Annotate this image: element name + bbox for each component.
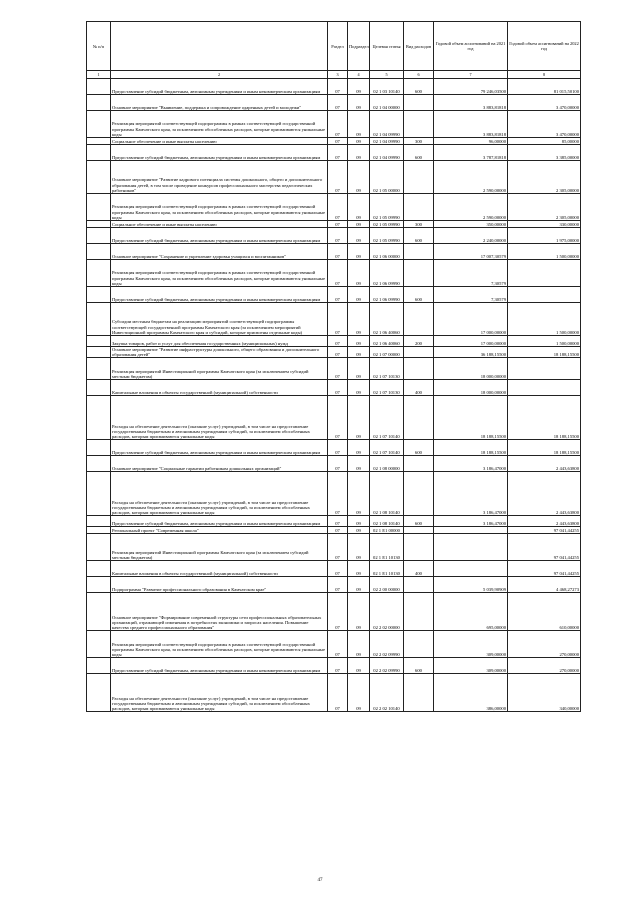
header-volume-2021: Годовой объем ассигнований на 2021 год xyxy=(434,22,508,71)
table-row xyxy=(87,95,581,111)
row-name-cell: Предоставление субсидий бюджетным, автономным учреждениям и иным некоммерческим организациям xyxy=(111,145,328,161)
section-cell: 07 xyxy=(328,674,348,712)
volume-2021-cell: 695,00000 xyxy=(434,593,508,631)
volume-2022-cell xyxy=(508,287,581,303)
volume-2022-cell: 97 041,44255 xyxy=(508,561,581,577)
table-body xyxy=(87,79,581,712)
table-row xyxy=(87,336,581,347)
table-row xyxy=(87,396,581,440)
volume-2022-cell: 97 041,44255 xyxy=(508,527,581,534)
volume-2022-cell: 1 500,00000 xyxy=(508,303,581,336)
target-article-cell: 02 1 06 09990 xyxy=(370,287,404,303)
target-article-cell: 02 1 03 10140 xyxy=(370,79,404,95)
volume-2021-cell: 7,30579 xyxy=(434,287,508,303)
target-article-cell: 02 1 E1 10130 xyxy=(370,534,404,561)
column-number: 8 xyxy=(508,71,581,79)
section-cell: 07 xyxy=(328,577,348,593)
section-cell: 07 xyxy=(328,303,348,336)
num-cell xyxy=(87,534,111,561)
subsection-cell: 09 xyxy=(348,440,370,456)
table-row xyxy=(87,228,581,244)
volume-2022-cell: 1 500,00000 xyxy=(508,244,581,260)
column-number: 1 xyxy=(87,71,111,79)
target-article-cell: 02 2 02 10140 xyxy=(370,674,404,712)
subsection-cell: 09 xyxy=(348,336,370,347)
expense-type-cell xyxy=(404,194,434,221)
num-cell xyxy=(87,380,111,396)
volume-2022-cell: 4 468,27273 xyxy=(508,577,581,593)
table-row xyxy=(87,244,581,260)
expense-type-cell: 600 xyxy=(404,658,434,674)
row-name-cell: Социальное обеспечение и иные выплаты населению xyxy=(111,221,328,228)
volume-2021-cell: 350,00000 xyxy=(434,221,508,228)
row-name-cell: Реализация мероприятий соответствующей подпрограммы в рамках соответствующей государственной программы Камчатского края, за исключением обособленных расходов, которые присваиваются уникальные коды xyxy=(111,260,328,287)
table-row xyxy=(87,358,581,380)
volume-2022-cell: 270,00000 xyxy=(508,631,581,658)
volume-2022-cell xyxy=(508,358,581,380)
volume-2021-cell: 3 883,81818 xyxy=(434,95,508,111)
subsection-cell: 09 xyxy=(348,138,370,145)
target-article-cell: 02 2 02 00000 xyxy=(370,593,404,631)
table-row xyxy=(87,516,581,527)
volume-2021-cell: 17 007,30579 xyxy=(434,244,508,260)
row-name-cell: Основное мероприятие "Развитие кадрового потенциала системы дошкольного, общего и дополнительного образования детей, в том числе проведение конкурсов профессионального мастерства педагогических работников" xyxy=(111,161,328,194)
row-name-cell: Основное мероприятие "Сохранение и укрепление здоровья учащихся и воспитанников" xyxy=(111,244,328,260)
row-name-cell: Предоставление субсидий бюджетным, автономным учреждениям и иным некоммерческим организациям xyxy=(111,658,328,674)
target-article-cell: 02 1 08 10140 xyxy=(370,472,404,516)
table-row xyxy=(87,527,581,534)
section-cell: 07 xyxy=(328,145,348,161)
volume-2021-cell: 18 188,15500 xyxy=(434,440,508,456)
volume-2022-cell: 2 305,00000 xyxy=(508,161,581,194)
expense-type-cell: 200 xyxy=(404,336,434,347)
expense-type-cell xyxy=(404,674,434,712)
volume-2021-cell: 3 186,47000 xyxy=(434,472,508,516)
expense-type-cell xyxy=(404,527,434,534)
num-cell xyxy=(87,161,111,194)
table-row xyxy=(87,287,581,303)
row-name-cell: Подпрограмма "Развитие профессионального образования в Камчатском крае" xyxy=(111,577,328,593)
table-row xyxy=(87,79,581,95)
table-row xyxy=(87,138,581,145)
num-cell xyxy=(87,194,111,221)
subsection-cell: 09 xyxy=(348,358,370,380)
section-cell: 07 xyxy=(328,358,348,380)
num-cell xyxy=(87,440,111,456)
target-article-cell: 02 1 05 00000 xyxy=(370,161,404,194)
num-cell xyxy=(87,228,111,244)
volume-2022-cell: 18 188,15500 xyxy=(508,396,581,440)
subsection-cell: 09 xyxy=(348,145,370,161)
expense-type-cell xyxy=(404,534,434,561)
volume-2022-cell: 1 975,00000 xyxy=(508,228,581,244)
column-number: 5 xyxy=(370,71,404,79)
volume-2021-cell: 386,00000 xyxy=(434,674,508,712)
section-cell: 07 xyxy=(328,161,348,194)
num-cell xyxy=(87,145,111,161)
volume-2021-cell: 96,00000 xyxy=(434,138,508,145)
expense-type-cell xyxy=(404,577,434,593)
table-row xyxy=(87,380,581,396)
row-name-cell: Капитальные вложения в объекты государственной (муниципальной) собственности xyxy=(111,561,328,577)
subsection-cell: 09 xyxy=(348,472,370,516)
table-row xyxy=(87,161,581,194)
volume-2021-cell xyxy=(434,527,508,534)
row-name-cell: Капитальные вложения в объекты государственной (муниципальной) собственности xyxy=(111,380,328,396)
target-article-cell: 02 2 00 00000 xyxy=(370,577,404,593)
table-row xyxy=(87,440,581,456)
volume-2022-cell: 3 470,00000 xyxy=(508,111,581,138)
volume-2021-cell: 3 186,47000 xyxy=(434,516,508,527)
expense-type-cell xyxy=(404,358,434,380)
table-row xyxy=(87,658,581,674)
num-cell xyxy=(87,593,111,631)
target-article-cell: 02 1 07 10130 xyxy=(370,358,404,380)
volume-2022-cell: 18 188,15500 xyxy=(508,347,581,358)
volume-2021-cell: 2 590,00000 xyxy=(434,194,508,221)
target-article-cell: 02 1 04 09990 xyxy=(370,138,404,145)
volume-2022-cell: 2 443,63800 xyxy=(508,516,581,527)
volume-2022-cell: 2 443,63800 xyxy=(508,456,581,472)
num-cell xyxy=(87,95,111,111)
subsection-cell: 09 xyxy=(348,631,370,658)
subsection-cell: 09 xyxy=(348,79,370,95)
subsection-cell: 09 xyxy=(348,380,370,396)
volume-2022-cell: 270,00000 xyxy=(508,658,581,674)
column-number: 6 xyxy=(404,71,434,79)
subsection-cell: 09 xyxy=(348,244,370,260)
volume-2021-cell: 3 883,81818 xyxy=(434,111,508,138)
target-article-cell: 02 1 08 10140 xyxy=(370,516,404,527)
subsection-cell: 09 xyxy=(348,516,370,527)
volume-2021-cell: 309,00000 xyxy=(434,658,508,674)
expense-type-cell: 300 xyxy=(404,221,434,228)
volume-2022-cell: 1 500,00000 xyxy=(508,336,581,347)
column-number: 4 xyxy=(348,71,370,79)
volume-2021-cell: 2 590,00000 xyxy=(434,161,508,194)
header-expense-type: Вид расходов xyxy=(404,22,434,71)
target-article-cell: 02 1 08 00000 xyxy=(370,456,404,472)
section-cell: 07 xyxy=(328,244,348,260)
expense-type-cell: 600 xyxy=(404,145,434,161)
expense-type-cell xyxy=(404,111,434,138)
subsection-cell: 09 xyxy=(348,577,370,593)
target-article-cell: 02 1 05 09990 xyxy=(370,221,404,228)
target-article-cell: 02 1 04 09990 xyxy=(370,145,404,161)
volume-2021-cell: 3 186,47000 xyxy=(434,456,508,472)
section-cell: 07 xyxy=(328,138,348,145)
table-row xyxy=(87,472,581,516)
volume-2022-cell: 3 470,00000 xyxy=(508,95,581,111)
header-volume-2022: Годовой объем ассигнований на 2022 год xyxy=(508,22,581,71)
table-row xyxy=(87,303,581,336)
target-article-cell: 02 1 07 10130 xyxy=(370,380,404,396)
num-cell xyxy=(87,111,111,138)
volume-2021-cell: 17 000,00000 xyxy=(434,303,508,336)
section-cell: 07 xyxy=(328,631,348,658)
target-article-cell: 02 2 02 09990 xyxy=(370,631,404,658)
expense-type-cell xyxy=(404,593,434,631)
target-article-cell: 02 1 06 00000 xyxy=(370,244,404,260)
section-cell: 07 xyxy=(328,287,348,303)
volume-2022-cell: 340,00000 xyxy=(508,674,581,712)
row-name-cell: Закупка товаров, работ и услуг для обеспечения государственных (муниципальных) нужд xyxy=(111,336,328,347)
volume-2021-cell: 79 246,03500 xyxy=(434,79,508,95)
volume-2021-cell: 309,00000 xyxy=(434,631,508,658)
row-name-cell: Предоставление субсидий бюджетным, автономным учреждениям и иным некоммерческим организациям xyxy=(111,287,328,303)
num-cell xyxy=(87,561,111,577)
row-name-cell: Предоставление субсидий бюджетным, автономным учреждениям и иным некоммерческим организациям xyxy=(111,79,328,95)
section-cell: 07 xyxy=(328,527,348,534)
volume-2021-cell: 7,30579 xyxy=(434,260,508,287)
table-row xyxy=(87,194,581,221)
section-cell: 07 xyxy=(328,347,348,358)
subsection-cell: 09 xyxy=(348,658,370,674)
section-cell: 07 xyxy=(328,396,348,440)
volume-2021-cell: 18 188,15500 xyxy=(434,396,508,440)
row-name-cell: Реализация мероприятий соответствующей подпрограммы в рамках соответствующей государственной программы Камчатского края, за исключением обособленных расходов, которые присваиваются уникальные коды xyxy=(111,111,328,138)
subsection-cell: 09 xyxy=(348,111,370,138)
section-cell: 07 xyxy=(328,79,348,95)
subsection-cell: 09 xyxy=(348,194,370,221)
section-cell: 07 xyxy=(328,194,348,221)
subsection-cell: 09 xyxy=(348,221,370,228)
volume-2022-cell: 18 188,15500 xyxy=(508,440,581,456)
header-num: № п/п xyxy=(87,22,111,71)
num-cell xyxy=(87,303,111,336)
target-article-cell: 02 1 E1 00000 xyxy=(370,527,404,534)
volume-2021-cell: 18 000,00000 xyxy=(434,380,508,396)
volume-2022-cell: 330,00000 xyxy=(508,221,581,228)
table-row xyxy=(87,674,581,712)
target-article-cell: 02 1 06 40060 xyxy=(370,303,404,336)
num-cell xyxy=(87,287,111,303)
volume-2021-cell: 5 039,90909 xyxy=(434,577,508,593)
row-name-cell: Субсидии местным бюджетам на реализацию мероприятий соответствующей подпрограммы соответствующей государственной программы Камчатского края (за исключением мероприятий Инвестиционной программы Камчатского края и субсидий, которые присвоены отдельные коды) xyxy=(111,303,328,336)
row-name-cell: Предоставление субсидий бюджетным, автономным учреждениям и иным некоммерческим организациям xyxy=(111,516,328,527)
budget-table xyxy=(86,21,581,712)
target-article-cell: 02 1 E1 10130 xyxy=(370,561,404,577)
expense-type-cell xyxy=(404,303,434,336)
section-cell: 07 xyxy=(328,221,348,228)
expense-type-cell: 600 xyxy=(404,287,434,303)
row-name-cell: Расходы на обеспечение деятельности (оказание услуг) учреждений, в том числе на предоставление государственным бюджетным и автономным учреждениям субсидий, за исключением обособленных расходов, которым присваиваются уникальные коды xyxy=(111,472,328,516)
volume-2022-cell: 3 385,00000 xyxy=(508,145,581,161)
num-cell xyxy=(87,577,111,593)
num-cell xyxy=(87,244,111,260)
section-cell: 07 xyxy=(328,260,348,287)
target-article-cell: 02 1 06 40060 xyxy=(370,336,404,347)
table-row xyxy=(87,593,581,631)
expense-type-cell: 600 xyxy=(404,516,434,527)
volume-2022-cell: 2 443,63800 xyxy=(508,472,581,516)
volume-2022-cell: 81 015,50100 xyxy=(508,79,581,95)
row-name-cell: Расходы на обеспечение деятельности (оказание услуг) учреждений, в том числе на предоставление государственным бюджетным и автономным учреждениям субсидий, за исключением обособленных расходов, которым присваиваются уникальные коды xyxy=(111,674,328,712)
volume-2021-cell xyxy=(434,534,508,561)
row-name-cell: Реализация мероприятий Инвестиционной программы Камчатского края (за исключением субсидий местным бюджетам) xyxy=(111,534,328,561)
section-cell: 07 xyxy=(328,228,348,244)
subsection-cell: 09 xyxy=(348,260,370,287)
expense-type-cell: 400 xyxy=(404,380,434,396)
volume-2021-cell xyxy=(434,561,508,577)
section-cell: 07 xyxy=(328,111,348,138)
expense-type-cell xyxy=(404,95,434,111)
row-name-cell: Предоставление субсидий бюджетным, автономным учреждениям и иным некоммерческим организациям xyxy=(111,440,328,456)
column-number: 2 xyxy=(111,71,328,79)
volume-2021-cell: 36 188,15500 xyxy=(434,347,508,358)
target-article-cell: 02 1 05 09990 xyxy=(370,194,404,221)
target-article-cell: 02 1 07 10140 xyxy=(370,396,404,440)
volume-2022-cell xyxy=(508,380,581,396)
subsection-cell: 09 xyxy=(348,456,370,472)
subsection-cell: 09 xyxy=(348,228,370,244)
num-cell xyxy=(87,674,111,712)
volume-2021-cell: 3 787,81818 xyxy=(434,145,508,161)
table-row xyxy=(87,456,581,472)
expense-type-cell: 300 xyxy=(404,138,434,145)
expense-type-cell: 600 xyxy=(404,228,434,244)
subsection-cell: 09 xyxy=(348,161,370,194)
num-cell xyxy=(87,527,111,534)
table-row xyxy=(87,145,581,161)
expense-type-cell xyxy=(404,244,434,260)
expense-type-cell xyxy=(404,161,434,194)
column-number: 3 xyxy=(328,71,348,79)
header-subsection: Подраздел xyxy=(348,22,370,71)
expense-type-cell xyxy=(404,396,434,440)
header-target-article: Целевая статья xyxy=(370,22,404,71)
table-row xyxy=(87,221,581,228)
table-row xyxy=(87,260,581,287)
num-cell xyxy=(87,396,111,440)
column-number-row xyxy=(87,71,581,79)
document-page xyxy=(86,21,580,712)
num-cell xyxy=(87,221,111,228)
target-article-cell: 02 1 07 00000 xyxy=(370,347,404,358)
subsection-cell: 09 xyxy=(348,674,370,712)
header-name xyxy=(111,22,328,71)
expense-type-cell: 600 xyxy=(404,440,434,456)
volume-2021-cell: 17 000,00000 xyxy=(434,336,508,347)
subsection-cell: 09 xyxy=(348,347,370,358)
section-cell: 07 xyxy=(328,380,348,396)
num-cell xyxy=(87,516,111,527)
header-section: Раздел xyxy=(328,22,348,71)
subsection-cell: 09 xyxy=(348,561,370,577)
row-name-cell: Основное мероприятие "Социальные гарантии работникам дошкольных организаций" xyxy=(111,456,328,472)
num-cell xyxy=(87,260,111,287)
target-article-cell: 02 1 05 09990 xyxy=(370,228,404,244)
table-header-row xyxy=(87,22,581,71)
section-cell: 07 xyxy=(328,95,348,111)
row-name-cell: Реализация мероприятий соответствующей подпрограммы в рамках соответствующей государственной программы Камчатского края, за исключением обособленных расходов, которые присваиваются уникальные коды xyxy=(111,194,328,221)
section-cell: 07 xyxy=(328,561,348,577)
expense-type-cell xyxy=(404,347,434,358)
row-name-cell: Реализация мероприятий Инвестиционной программы Камчатского края (за исключением субсидий местным бюджетам) xyxy=(111,358,328,380)
volume-2022-cell: 610,00000 xyxy=(508,593,581,631)
volume-2022-cell: 85,00000 xyxy=(508,138,581,145)
section-cell: 07 xyxy=(328,456,348,472)
target-article-cell: 02 1 07 10140 xyxy=(370,440,404,456)
subsection-cell: 09 xyxy=(348,287,370,303)
page-number: 47 xyxy=(317,878,323,883)
expense-type-cell xyxy=(404,260,434,287)
num-cell xyxy=(87,347,111,358)
expense-type-cell xyxy=(404,631,434,658)
subsection-cell: 09 xyxy=(348,95,370,111)
section-cell: 07 xyxy=(328,440,348,456)
num-cell xyxy=(87,456,111,472)
target-article-cell: 02 1 06 09990 xyxy=(370,260,404,287)
expense-type-cell xyxy=(404,472,434,516)
volume-2021-cell: 18 000,00000 xyxy=(434,358,508,380)
row-name-cell: Региональный проект "Современная школа" xyxy=(111,527,328,534)
row-name-cell: Реализация мероприятий соответствующей подпрограммы в рамках соответствующей государственной программы Камчатского края, за исключением обособленных расходов, которые присваиваются уникальные коды xyxy=(111,631,328,658)
volume-2021-cell: 2 240,00000 xyxy=(434,228,508,244)
subsection-cell: 09 xyxy=(348,593,370,631)
volume-2022-cell: 97 041,44255 xyxy=(508,534,581,561)
num-cell xyxy=(87,631,111,658)
volume-2022-cell: 2 305,00000 xyxy=(508,194,581,221)
subsection-cell: 09 xyxy=(348,534,370,561)
expense-type-cell xyxy=(404,456,434,472)
table-row xyxy=(87,631,581,658)
num-cell xyxy=(87,358,111,380)
row-name-cell: Социальное обеспечение и иные выплаты населению xyxy=(111,138,328,145)
row-name-cell: Основное мероприятие "Развитие инфраструктуры дошкольного, общего образования и дополнительного образования детей" xyxy=(111,347,328,358)
section-cell: 07 xyxy=(328,516,348,527)
table-row xyxy=(87,111,581,138)
column-number: 7 xyxy=(434,71,508,79)
row-name-cell: Основное мероприятие "Выявление, поддержка и сопровождение одаренных детей и молодежи" xyxy=(111,95,328,111)
num-cell xyxy=(87,138,111,145)
num-cell xyxy=(87,79,111,95)
subsection-cell: 09 xyxy=(348,396,370,440)
table-row xyxy=(87,561,581,577)
num-cell xyxy=(87,472,111,516)
table-row xyxy=(87,534,581,561)
target-article-cell: 02 1 04 09990 xyxy=(370,111,404,138)
expense-type-cell: 600 xyxy=(404,79,434,95)
num-cell xyxy=(87,658,111,674)
section-cell: 07 xyxy=(328,336,348,347)
table-row xyxy=(87,577,581,593)
section-cell: 07 xyxy=(328,534,348,561)
section-cell: 07 xyxy=(328,472,348,516)
subsection-cell: 09 xyxy=(348,303,370,336)
table-row xyxy=(87,347,581,358)
row-name-cell: Расходы на обеспечение деятельности (оказание услуг) учреждений, в том числе на предоставление государственным бюджетным и автономным учреждениям субсидий, за исключением обособленных расходов, которым присваиваются уникальные коды xyxy=(111,396,328,440)
row-name-cell: Предоставление субсидий бюджетным, автономным учреждениям и иным некоммерческим организациям xyxy=(111,228,328,244)
section-cell: 07 xyxy=(328,658,348,674)
section-cell: 07 xyxy=(328,593,348,631)
target-article-cell: 02 2 02 09990 xyxy=(370,658,404,674)
expense-type-cell: 400 xyxy=(404,561,434,577)
subsection-cell: 09 xyxy=(348,527,370,534)
target-article-cell: 02 1 04 00000 xyxy=(370,95,404,111)
num-cell xyxy=(87,336,111,347)
volume-2022-cell xyxy=(508,260,581,287)
row-name-cell: Основное мероприятие "Формирование современной структуры сети профессиональных образовательных организаций, отражающей изменения в потребностях экономики и запросах населения. Повышение качества среднего профессионального образования" xyxy=(111,593,328,631)
